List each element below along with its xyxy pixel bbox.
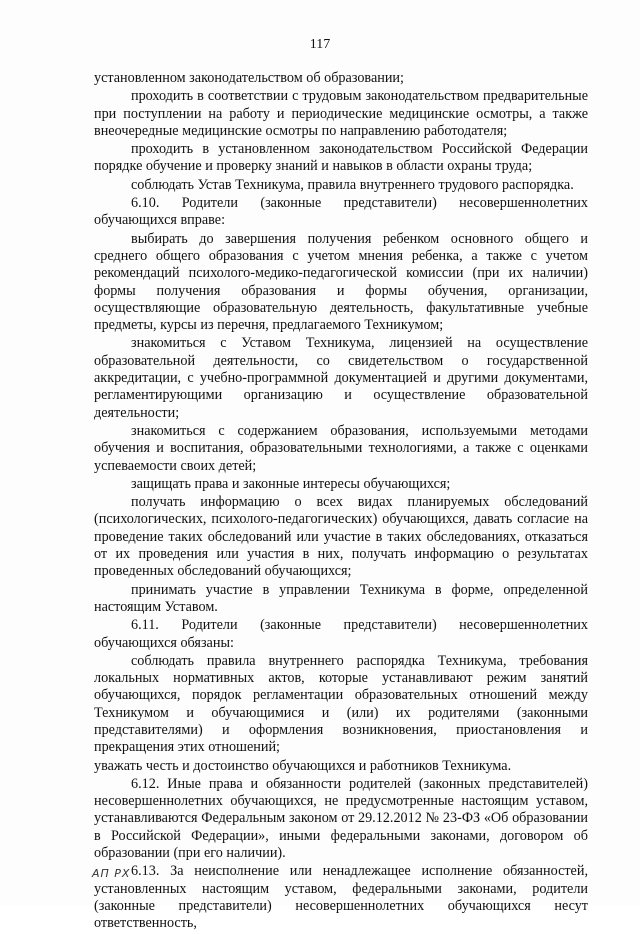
section-6-13: 6.13. За неисполнение или ненадлежащее исполнение обязанностей, установленных настоящим уставом, федеральными законами, родители (законные представители) несовершеннолетних обучающихся несут ответственность, <box>94 863 588 932</box>
paragraph: проходить в установленном законодательством Российской Федерации порядке обучение и проверку знаний и навыков в области охраны труда; <box>94 141 588 175</box>
document-body <box>94 70 588 934</box>
paragraph: уважать честь и достоинство обучающихся и работников Техникума. <box>94 757 512 774</box>
page-number: 117 <box>309 37 331 52</box>
section-heading-6-11: 6.11. Родители (законные представители) несовершеннолетних обучающихся обязаны: <box>94 617 588 651</box>
paragraph: соблюдать Устав Техникума, правила внутреннего трудового распорядка. <box>131 176 574 193</box>
footer-mark: АП РХ <box>92 867 131 880</box>
paragraph: проходить в соответствии с трудовым законодательством предварительные при поступлении на работу и периодические медицинские осмотры, а также внеочередные медицинские осмотры по направлению работодателя; <box>94 88 588 139</box>
paragraph: знакомиться с содержанием образования, используемыми методами обучения и воспитания, образовательными технологиями, а также с оценками успеваемости своих детей; <box>94 422 588 474</box>
paragraph: знакомиться с Уставом Техникума, лицензией на осуществление образовательной деятельности, со свидетельством о государственной аккредитации, с учебно-программной документацией и другими документами, регламентирующими организацию и осуществление образовательной деятельности; <box>94 335 588 421</box>
paragraph: получать информацию о всех видах планируемых обследований (психологических, психолого-педагогических) обучающихся, давать согласие на проведение таких обследований или участие в таких обследованиях, отказаться от их проведения или участия в них, получать информацию о результатах проведенных обследований обучающихся; <box>94 494 588 580</box>
paragraph: выбирать до завершения получения ребенком основного общего и среднего общего образования с учетом мнения ребенка, а также с учетом рекомендаций психолого-медико-педагогической комиссии (при их наличии) формы получения образования и формы обучения, организации, осуществляющие образовательную деятельность, факультативные учебные предметы, курсы из перечня, предлагаемого Техникумом; <box>94 230 588 334</box>
paragraph: защищать права и законные интересы обучающихся; <box>131 475 451 492</box>
paragraph: соблюдать правила внутреннего распорядка Техникума, требования локальных нормативных актов, которые устанавливают режим занятий обучающихся, порядок регламентации образовательных отношений между Техникумом и обучающимися и (или) их родителями (законными представителями) и оформления возникновения, приостановления и прекращения этих отношений; <box>94 652 588 756</box>
section-heading-6-10: 6.10. Родители (законные представители) несовершеннолетних обучающихся вправе: <box>94 195 588 229</box>
section-6-12: 6.12. Иные права и обязанности родителей (законных представителей) несовершеннолетних обучающихся, не предусмотренные настоящим уставом, устанавливаются Федеральным законом от 29.12.2012 № 23-ФЗ «Об образовании в Российской Федерации», иными федеральными законами, договором об образовании (при его наличии). <box>94 775 588 862</box>
paragraph: установленном законодательством об образовании; <box>94 70 404 86</box>
paragraph: принимать участие в управлении Техникума в форме, определенной настоящим Уставом. <box>94 581 588 615</box>
